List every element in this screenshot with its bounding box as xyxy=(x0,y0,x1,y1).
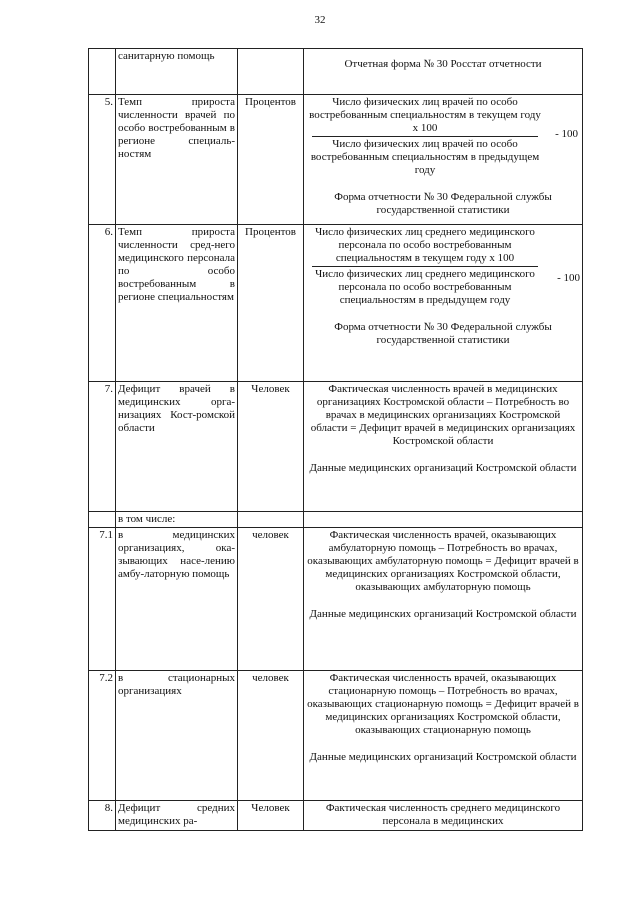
indicator-name: Темп прироста численности врачей по особо востребованным в регионе специаль-ностям xyxy=(116,95,238,225)
table-row xyxy=(89,382,583,512)
formula-cell xyxy=(304,95,583,225)
row-number: 8. xyxy=(89,801,116,831)
formula-fraction xyxy=(306,226,580,307)
unit-cell: Человек xyxy=(238,801,304,831)
table-row xyxy=(89,528,583,671)
unit-cell: Процентов xyxy=(238,95,304,225)
indicator-name: санитарную помощь xyxy=(116,49,238,95)
indicator-name: Темп прироста численности сред-него медицинского персонала по особо востребованным в регионе специальностям xyxy=(116,225,238,382)
table-row xyxy=(89,671,583,801)
row-number: 7. xyxy=(89,382,116,512)
data-source: Отчетная форма № 30 Росстат отчетности xyxy=(344,58,542,70)
indicator-name: Дефицит средних медицинских ра- xyxy=(116,801,238,831)
indicator-name: в медицинских организациях, ока-зывающих насе-лению амбу-латорную помощь xyxy=(116,528,238,671)
fraction-line xyxy=(312,136,538,137)
formula-text: Фактическая численность врачей, оказывающих стационарную помощь – Потребность во врачах, оказывающих стационарную помощь = Дефицит врачей в медицинских организациях Костромской области, оказывающих стационарную помощь xyxy=(307,672,579,736)
unit-cell: человек xyxy=(238,671,304,801)
row-number: 5. xyxy=(89,95,116,225)
unit-cell: Процентов xyxy=(238,225,304,382)
row-number xyxy=(89,49,116,95)
table-row xyxy=(89,49,583,95)
data-source: Форма отчетности № 30 Федеральной службы государственной статистики xyxy=(334,321,552,346)
indicator-name: в стационарных организациях xyxy=(116,671,238,801)
row-number xyxy=(89,512,116,528)
data-source: Данные медицинских организаций Костромской области xyxy=(309,751,577,763)
unit-cell: человек xyxy=(238,528,304,671)
table-row xyxy=(89,225,583,382)
data-source: Данные медицинских организаций Костромской области xyxy=(309,462,577,474)
formula-text: Фактическая численность врачей, оказывающих амбулаторную помощь – Потребность во врачах, оказывающих амбулаторную помощь = Дефицит врачей в медицинских организациях Костромской области, оказывающих амбулаторную помощь xyxy=(307,529,579,593)
formula-denominator: Число физических лиц врачей по особо востребованным специальностям в предыдущем году xyxy=(310,138,540,176)
unit-cell: Человек xyxy=(238,382,304,512)
formula-cell xyxy=(304,49,583,95)
fraction-line xyxy=(312,266,538,267)
formula-cell xyxy=(304,528,583,671)
formula-fraction xyxy=(306,96,580,177)
formula-minus: - 100 xyxy=(557,272,580,284)
unit-cell xyxy=(238,512,304,528)
subheader-label: в том числе: xyxy=(116,512,238,528)
formula-text: Фактическая численность врачей в медицинских организациях Костромской области – Потребность во врачах в медицинских организациях Костромской области = Дефицит врачей в медицинских организациях Костромской области xyxy=(310,383,576,447)
row-number: 7.2 xyxy=(89,671,116,801)
table-row xyxy=(89,95,583,225)
formula-text: Фактическая численность среднего медицинского персонала в медицинских xyxy=(325,802,561,827)
indicators-table xyxy=(88,48,583,831)
indicator-name: Дефицит врачей в медицинских орга-низациях Кост-ромской области xyxy=(116,382,238,512)
formula-cell xyxy=(304,671,583,801)
formula-cell xyxy=(304,512,583,528)
table-row xyxy=(89,512,583,528)
formula-cell xyxy=(304,382,583,512)
formula-cell xyxy=(304,225,583,382)
formula-cell xyxy=(304,801,583,831)
unit-cell xyxy=(238,49,304,95)
data-source: Форма отчетности № 30 Федеральной службы государственной статистики xyxy=(334,191,552,216)
page-number: 32 xyxy=(314,14,326,26)
data-source: Данные медицинских организаций Костромской области xyxy=(309,608,577,620)
formula-numerator: Число физических лиц среднего медицинского персонала по особо востребованным специальностям в текущем году x 100 xyxy=(315,226,535,264)
formula-numerator: Число физических лиц врачей по особо востребованным специальностям в текущем году x 100 xyxy=(309,96,541,134)
row-number: 7.1 xyxy=(89,528,116,671)
formula-minus: - 100 xyxy=(555,128,578,140)
formula-denominator: Число физических лиц среднего медицинского персонала по особо востребованным специальностям в предыдущем году xyxy=(315,268,535,306)
table-row xyxy=(89,801,583,831)
row-number: 6. xyxy=(89,225,116,382)
